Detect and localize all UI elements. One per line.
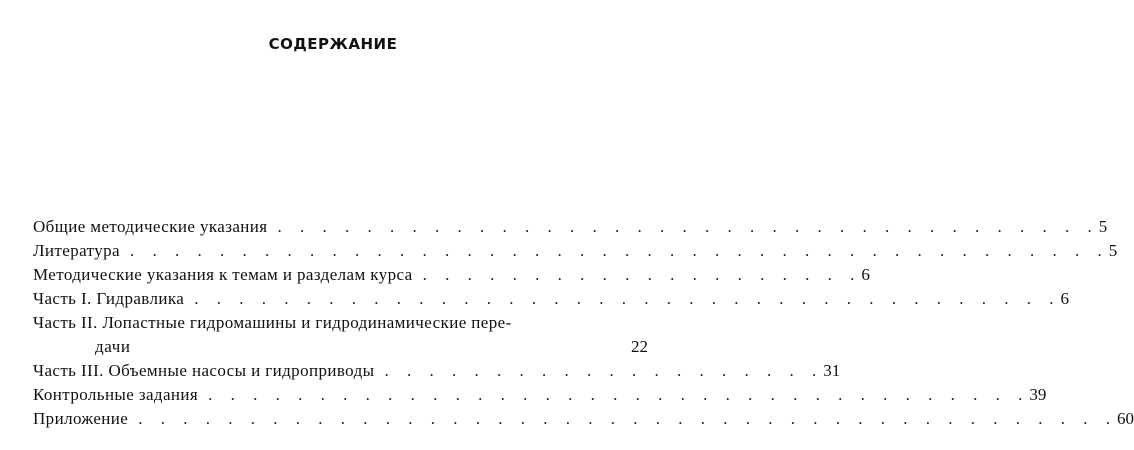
toc-entry-title: Литература bbox=[33, 241, 120, 260]
dot-leader: . . . . . . . . . . . . . . . . . . . . . . . . . . . . . . . . . . . . . . . . . . . . bbox=[129, 241, 1109, 260]
toc-entry bbox=[33, 407, 1134, 431]
toc-entry-title-continuation: дачи bbox=[95, 337, 131, 356]
dot-leader: . . . . . . . . . . . . . . . . . . . . . . . . . . . . . . . . . . . . . . . bbox=[194, 289, 1061, 308]
toc-entry bbox=[33, 215, 1108, 239]
dot-leader: . . . . . . . . . . . . . . . . . . . . . . . . . . . . . . . . . . . . . . . . . . . . bbox=[138, 409, 1117, 428]
toc-entry-title: Общие методические указания bbox=[33, 217, 268, 236]
toc-entry-page: 6 bbox=[861, 265, 870, 284]
dot-leader: . . . . . . . . . . . . . . . . . . . . bbox=[384, 361, 824, 380]
toc-entry-title: Часть III. Объемные насосы и гидроприводы bbox=[33, 361, 375, 380]
toc-entry bbox=[33, 239, 1118, 263]
toc-entry bbox=[33, 311, 648, 359]
dot-leader: . . . . . . . . . . . . . . . . . . . . . . . . . . . . . . . . . . . . . bbox=[277, 217, 1099, 236]
toc-entry-page: 5 bbox=[1108, 241, 1118, 260]
toc-entry-title: Часть I. Гидравлика bbox=[33, 289, 185, 308]
toc-entry-page: 31 bbox=[823, 361, 841, 380]
toc-entry-page: 22 bbox=[631, 337, 648, 356]
toc-entry bbox=[33, 383, 1047, 407]
toc-entry bbox=[33, 287, 1069, 311]
dot-leader: . . . . . . . . . . . . . . . . . . . . bbox=[422, 265, 862, 284]
toc-entry bbox=[33, 263, 870, 287]
toc-entry-title: Контрольные задания bbox=[33, 385, 199, 404]
toc-entry bbox=[33, 359, 841, 383]
toc-entry-title: Часть II. Лопастные гидромашины и гидродинамические пере- bbox=[33, 313, 512, 332]
dot-leader: . . . . . . . . . . . . . . . . . . . . . . . . . . . . . . . . . . . . . bbox=[208, 385, 1030, 404]
toc-entry-page: 60 bbox=[1117, 409, 1134, 428]
toc-entry-page: 6 bbox=[1060, 289, 1069, 308]
toc-entry-page: 5 bbox=[1098, 217, 1108, 236]
table-of-contents bbox=[33, 215, 1134, 431]
toc-entry-title: Методические указания к темам и разделам курса bbox=[33, 265, 413, 284]
toc-entry-title: Приложение bbox=[33, 409, 129, 428]
page-title: СОДЕРЖАНИЕ bbox=[268, 35, 398, 53]
toc-entry-page: 39 bbox=[1029, 385, 1047, 404]
